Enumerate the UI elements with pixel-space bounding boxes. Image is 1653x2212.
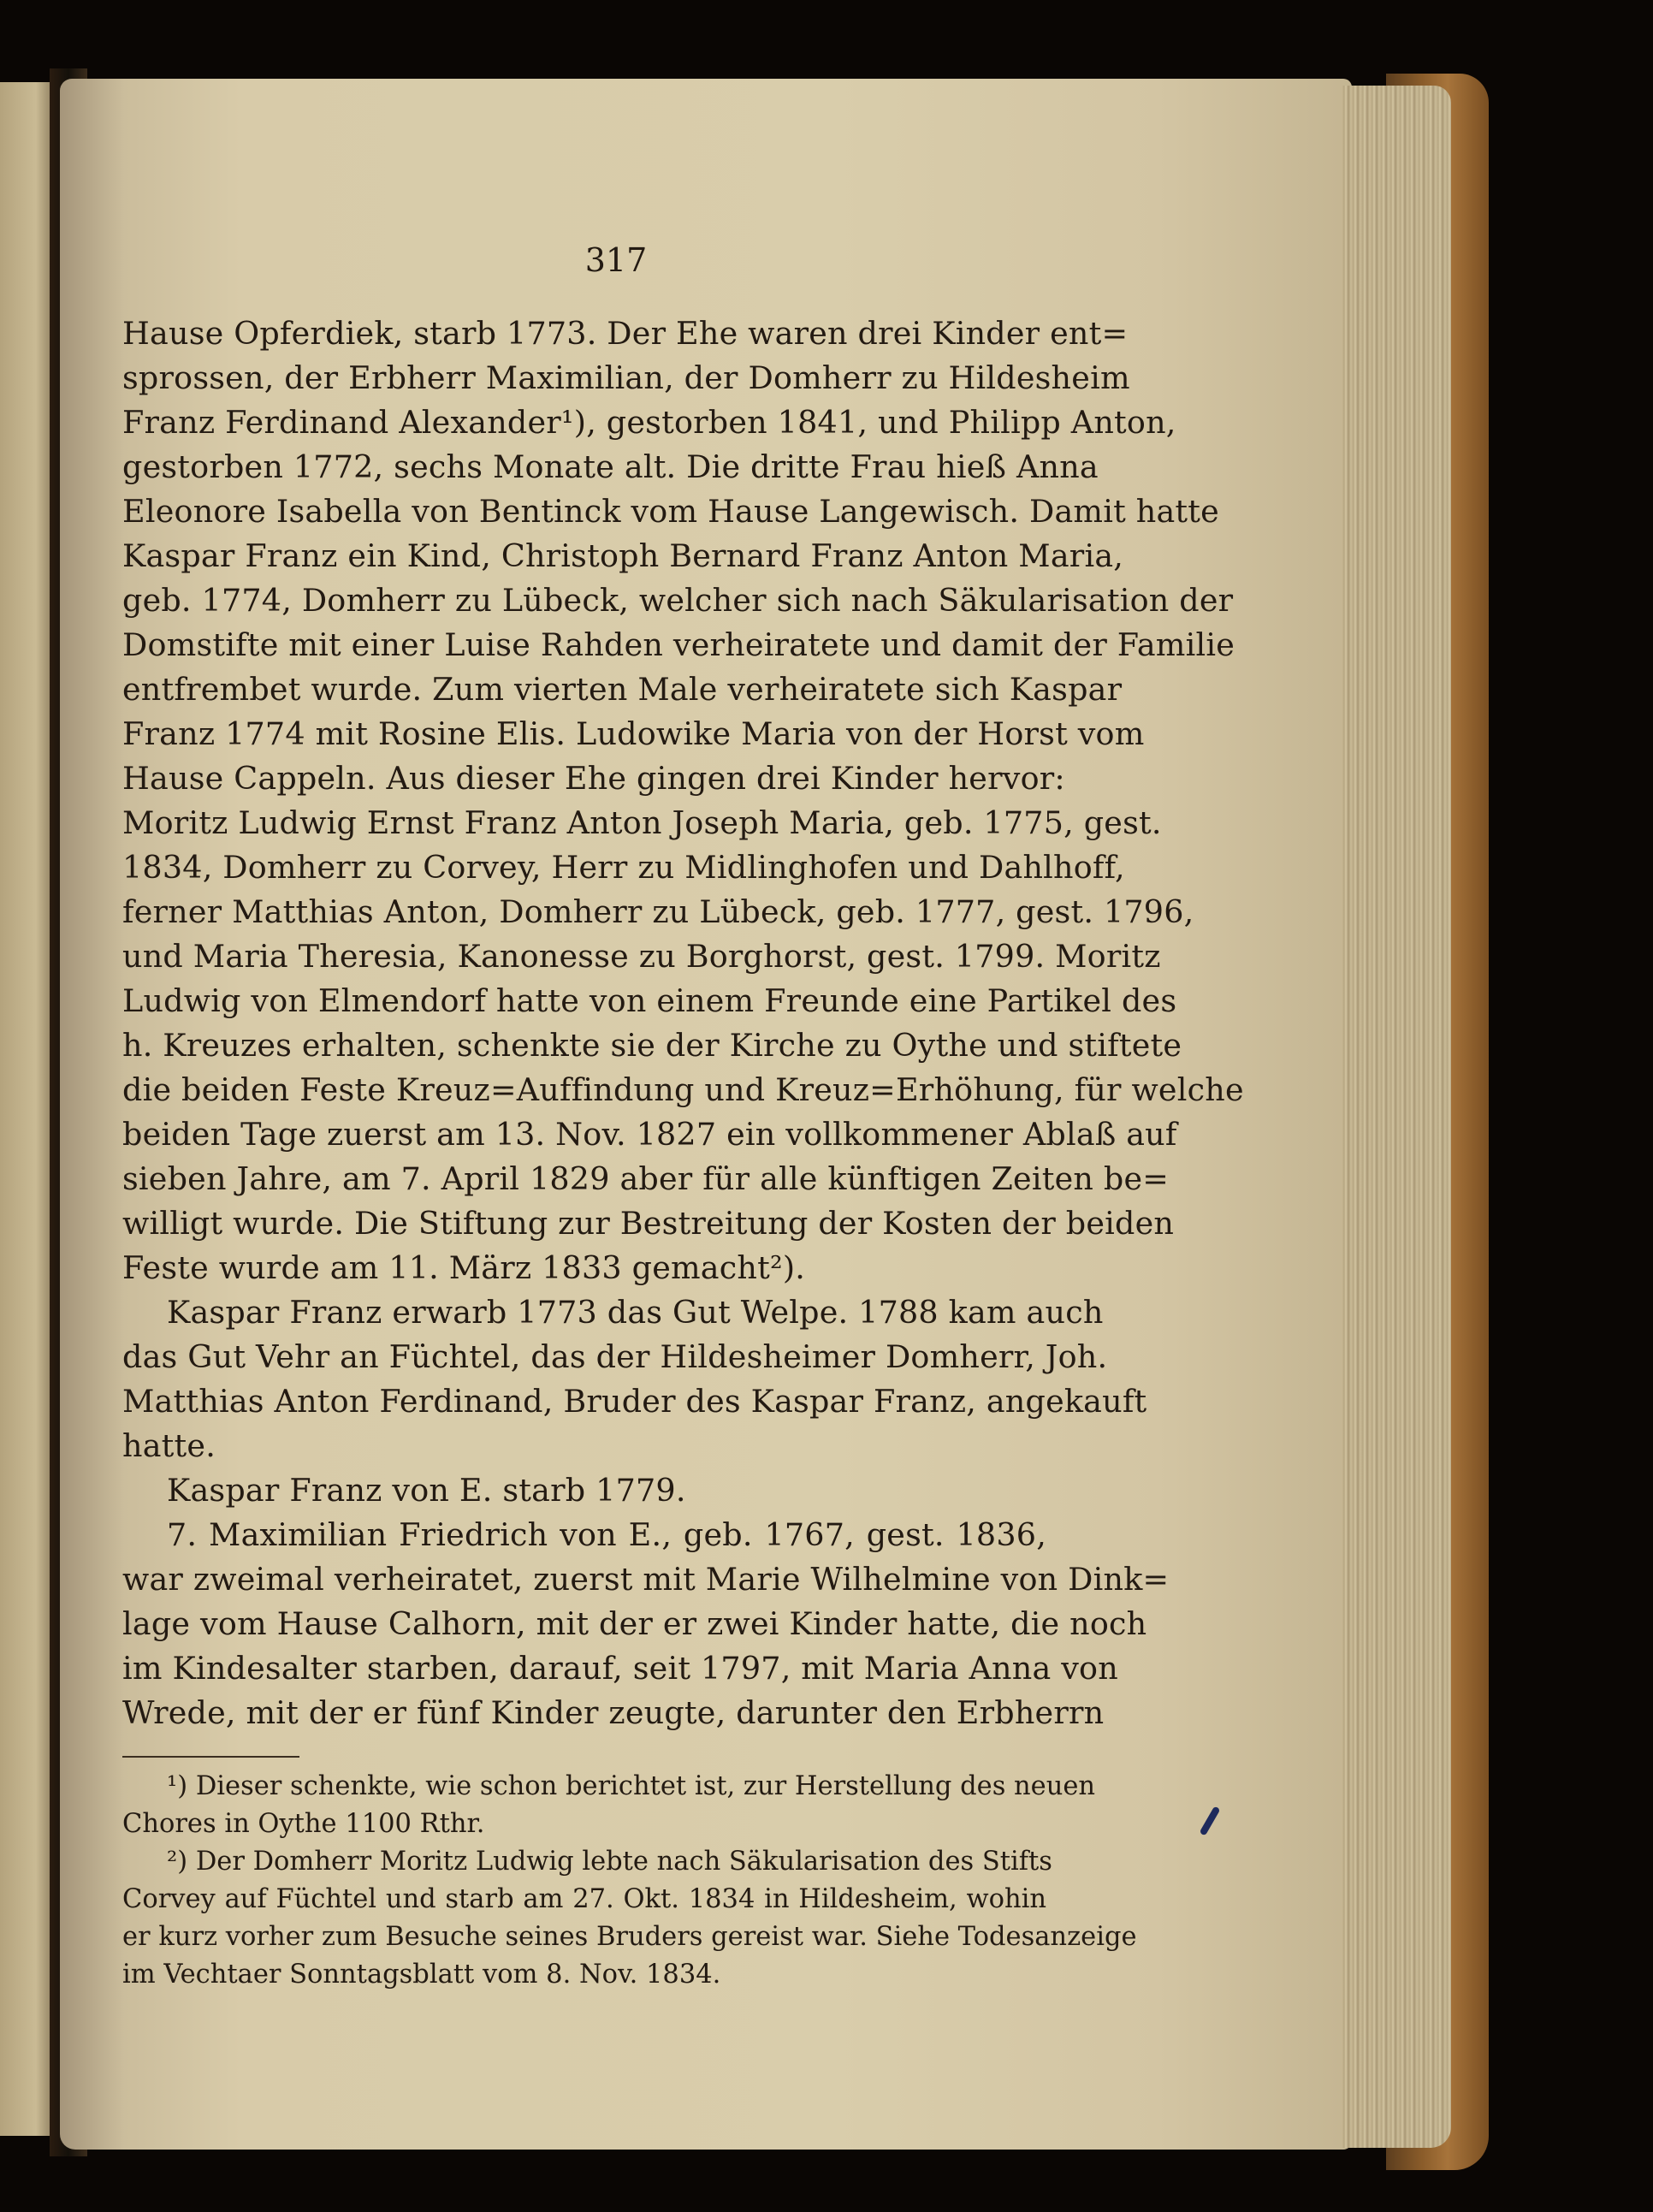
body-line: h. Kreuzes erhalten, schenkte sie der Kirche zu Oythe und stiftete	[122, 1027, 1182, 1064]
body-line: Matthias Anton Ferdinand, Bruder des Kaspar Franz, angekauft	[122, 1383, 1147, 1420]
footnote-line: ²) Der Domherr Moritz Ludwig lebte nach Säkularisation des Stifts	[167, 1847, 1052, 1877]
body-line: Franz Ferdinand Alexander¹), gestorben 1841, und Philipp Anton,	[122, 404, 1176, 441]
body-line: sprossen, der Erbherr Maximilian, der Domherr zu Hildesheim	[122, 359, 1130, 396]
body-line: im Kindesalter starben, darauf, seit 1797, mit Maria Anna von	[122, 1650, 1118, 1687]
footnote-line: Corvey auf Füchtel und starb am 27. Okt. 1834 in Hildesheim, wohin	[122, 1884, 1046, 1914]
body-line: lage vom Hause Calhorn, mit der er zwei Kinder hatte, die noch	[122, 1605, 1147, 1642]
body-line: Moritz Ludwig Ernst Franz Anton Joseph Maria, geb. 1775, gest.	[122, 804, 1162, 841]
page-block-edges	[1342, 86, 1451, 2148]
body-line: die beiden Feste Kreuz=Auffindung und Kreuz=Erhöhung, für welche	[122, 1071, 1244, 1108]
page-number: 317	[584, 241, 648, 279]
body-line: sieben Jahre, am 7. April 1829 aber für alle künftigen Zeiten be=	[122, 1160, 1170, 1197]
footnote-line: er kurz vorher zum Besuche seines Bruders gereist war. Siehe Todesanzeige	[122, 1922, 1137, 1952]
body-line: Feste wurde am 11. März 1833 gemacht²).	[122, 1249, 806, 1286]
body-line: beiden Tage zuerst am 13. Nov. 1827 ein vollkommener Ablaß auf	[122, 1116, 1177, 1153]
body-line: entfrembet wurde. Zum vierten Male verheiratete sich Kaspar	[122, 671, 1123, 708]
footnote-rule	[122, 1756, 299, 1758]
body-line: Eleonore Isabella von Bentinck vom Hause Langewisch. Damit hatte	[122, 493, 1219, 530]
body-line: hatte.	[122, 1427, 216, 1464]
body-line: und Maria Theresia, Kanonesse zu Borghorst, gest. 1799. Moritz	[122, 938, 1161, 975]
body-line: Kaspar Franz ein Kind, Christoph Bernard Franz Anton Maria,	[122, 537, 1124, 574]
body-line: Hause Cappeln. Aus dieser Ehe gingen drei Kinder hervor:	[122, 760, 1065, 797]
body-line: willigt wurde. Die Stiftung zur Bestreitung der Kosten der beiden	[122, 1205, 1175, 1242]
body-line: gestorben 1772, sechs Monate alt. Die dritte Frau hieß Anna	[122, 448, 1099, 485]
body-line: Franz 1774 mit Rosine Elis. Ludowike Maria von der Horst vom	[122, 715, 1145, 752]
body-line: Kaspar Franz von E. starb 1779.	[167, 1472, 686, 1509]
body-line: Hause Opferdiek, starb 1773. Der Ehe waren drei Kinder ent=	[122, 315, 1129, 352]
body-line: Kaspar Franz erwarb 1773 das Gut Welpe. 1788 kam auch	[167, 1294, 1104, 1331]
body-line: war zweimal verheiratet, zuerst mit Marie Wilhelmine von Dink=	[122, 1561, 1170, 1598]
body-line: 7. Maximilian Friedrich von E., geb. 1767, gest. 1836,	[167, 1516, 1046, 1553]
body-line: geb. 1774, Domherr zu Lübeck, welcher sich nach Säkularisation der	[122, 582, 1234, 619]
body-line: Domstifte mit einer Luise Rahden verheiratete und damit der Familie	[122, 626, 1235, 663]
body-line: ferner Matthias Anton, Domherr zu Lübeck, geb. 1777, gest. 1796,	[122, 893, 1194, 930]
body-line: das Gut Vehr an Füchtel, das der Hildesheimer Domherr, Joh.	[122, 1338, 1108, 1375]
body-line: Wrede, mit der er fünf Kinder zeugte, darunter den Erbherrn	[122, 1694, 1105, 1731]
body-line: 1834, Domherr zu Corvey, Herr zu Midlinghofen und Dahlhoff,	[122, 849, 1125, 886]
footnote-line: Chores in Oythe 1100 Rthr.	[122, 1809, 485, 1839]
footnote-line: im Vechtaer Sonntagsblatt vom 8. Nov. 1834.	[122, 1960, 721, 1990]
footnote-line: ¹) Dieser schenkte, wie schon berichtet ist, zur Herstellung des neuen	[167, 1771, 1096, 1801]
body-line: Ludwig von Elmendorf hatte von einem Freunde eine Partikel des	[122, 982, 1177, 1019]
